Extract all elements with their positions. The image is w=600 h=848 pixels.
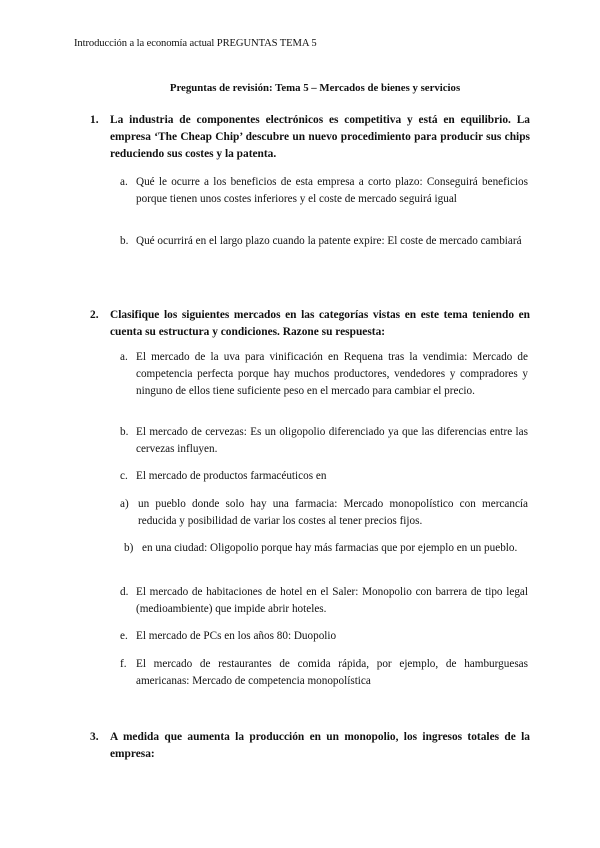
answer-text: Qué ocurrirá en el largo plazo cuando la patente expire: El coste de mercado cambiará xyxy=(136,235,522,247)
answer-label: d. xyxy=(120,586,129,598)
answer-label: a. xyxy=(120,176,128,188)
answer-2e xyxy=(120,628,528,645)
answer-text: El mercado de cervezas: Es un oligopolio diferenciado ya que las diferencias entre las cervezas influyen. xyxy=(136,426,528,455)
answer-text: un pueblo donde solo hay una farmacia: Mercado monopolístico con mercancía reducida y posibilidad de variar los costes al tener precios fijos. xyxy=(138,498,528,527)
answer-label: f. xyxy=(120,658,127,670)
answer-label: b. xyxy=(120,426,129,438)
answer-label: b) xyxy=(124,542,134,554)
answer-1a xyxy=(120,174,528,208)
question-text: La industria de componentes electrónicos es competitiva y está en equilibrio. La empresa ‘The Cheap Chip’ descubre un nuevo procedimiento para producir sus chips reduciendo sus costes y la patenta. xyxy=(110,114,530,160)
answer-label: c. xyxy=(120,470,128,482)
answer-text: El mercado de restaurantes de comida rápida, por ejemplo, de hamburguesas americanas: Mercado de competencia monopolística xyxy=(136,658,528,687)
answer-2d xyxy=(120,584,528,618)
answer-2a xyxy=(120,349,528,400)
question-number: 1. xyxy=(90,114,99,126)
answer-text: en una ciudad: Oligopolio porque hay más farmacias que por ejemplo en un pueblo. xyxy=(142,542,518,554)
answer-text: Qué le ocurre a los beneficios de esta empresa a corto plazo: Conseguirá beneficios porque tienen unos costes inferiores y el coste de mercado seguirá igual xyxy=(136,176,528,205)
answer-text: El mercado de PCs en los años 80: Duopolio xyxy=(136,630,337,642)
answer-label: a) xyxy=(120,498,129,510)
page-title: Preguntas de revisión: Tema 5 – Mercados de bienes y servicios xyxy=(169,82,461,94)
answer-1b xyxy=(120,233,528,250)
answer-2c-a xyxy=(120,496,528,530)
answer-label: b. xyxy=(120,235,129,247)
answer-label: a. xyxy=(120,351,128,363)
question-number: 2. xyxy=(90,309,99,321)
question-text: Clasifique los siguientes mercados en las categorías vistas en este tema teniendo en cuenta su estructura y condiciones. Razone su respuesta: xyxy=(110,309,530,338)
question-1 xyxy=(90,112,530,163)
answer-text: El mercado de habitaciones de hotel en el Saler: Monopolio con barrera de tipo legal (medioambiente) que impide abrir hoteles. xyxy=(136,586,528,615)
answer-2c xyxy=(120,468,528,485)
answer-text: El mercado de productos farmacéuticos en xyxy=(136,470,327,482)
page-header: Introducción a la economía actual PREGUNTAS TEMA 5 xyxy=(74,38,317,49)
answer-2c-b xyxy=(124,540,528,557)
answer-text: El mercado de la uva para vinificación en Requena tras la vendimia: Mercado de competencia perfecta porque hay muchos productores, vendedores y compradores y ninguno de ellos tiene suficiente peso en el mercado para cambiar el precio. xyxy=(136,351,528,397)
question-3 xyxy=(90,729,530,763)
answer-2b xyxy=(120,424,528,458)
question-number: 3. xyxy=(90,731,99,743)
answer-2f xyxy=(120,656,528,690)
question-2 xyxy=(90,307,530,341)
answer-label: e. xyxy=(120,630,128,642)
question-text: A medida que aumenta la producción en un monopolio, los ingresos totales de la empresa: xyxy=(110,731,530,760)
